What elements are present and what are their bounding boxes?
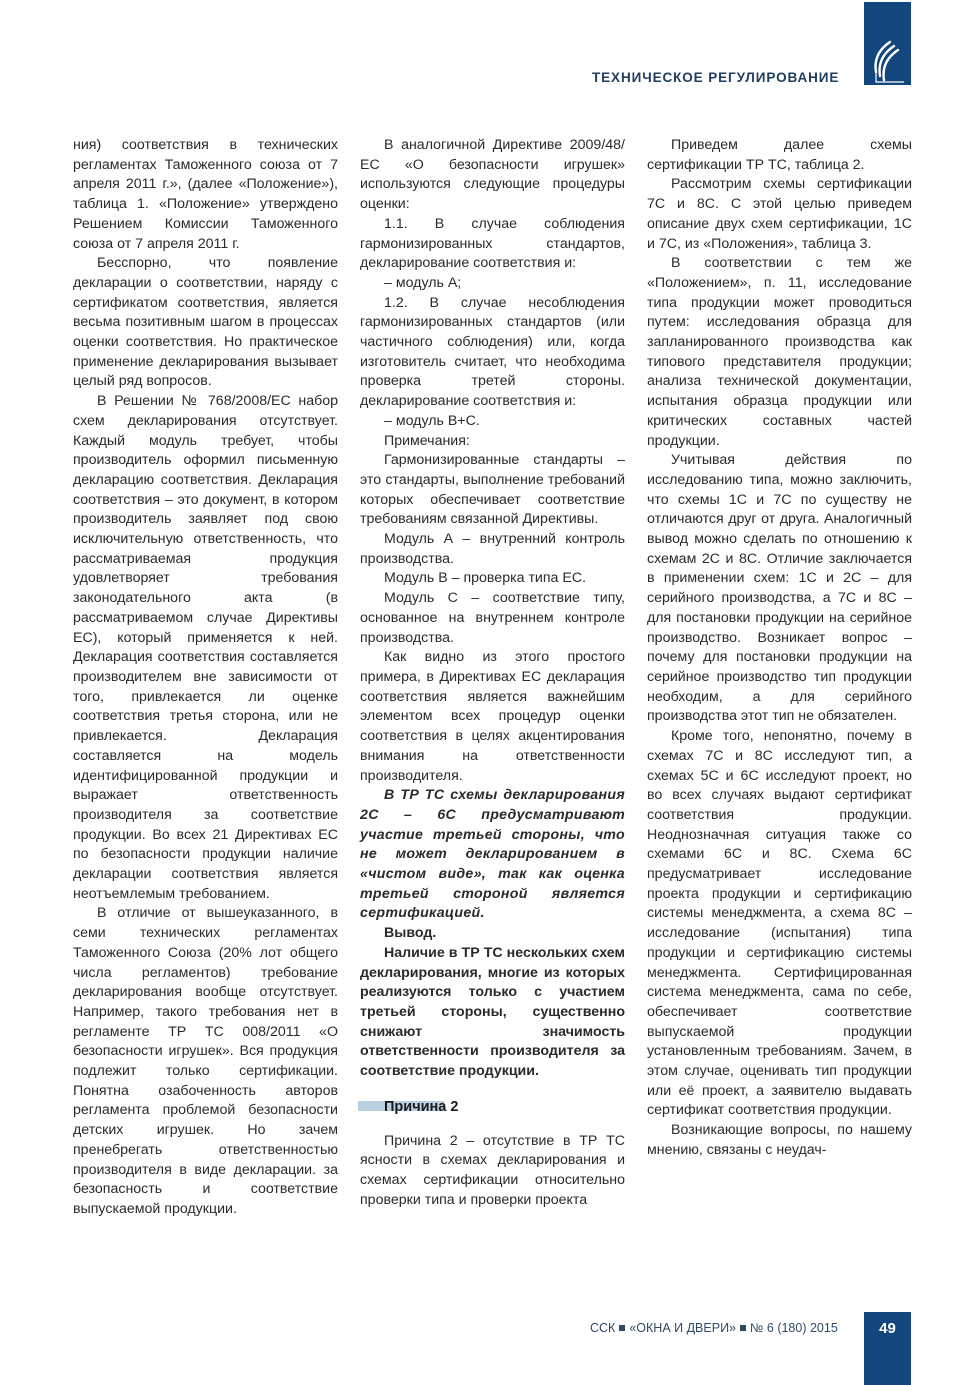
paragraph: Модуль А – внутренний контроль производства. [360,531,625,567]
emphasis-paragraph: В ТР ТС схемы декларирования 2С – 6С предусматривают участие третьей стороны, что не может декларированием в «чистом виде», так как оценка третьей стороной является сертификацией. [360,787,625,922]
paragraph: Возникающие вопросы, по нашему мнению, связаны с неудач- [647,1122,912,1158]
list-item: – модуль В+С. [384,412,480,429]
footer-publication-info [590,1321,838,1335]
subheading-text: Причина 2 [384,1098,459,1115]
paragraph: В отличие от вышеуказанного, в семи технических регламентах Таможенного Союза (20% лот общего числа регламентов) требование декларирования вообще отсутствует. Например, такого требования нет в регламенте ТР ТС 008/2011 «О безопасности игрушек». Вся продукция подлежит только сертификации. Понятна озабоченность авторов регламента проблемой безопасности детских игрушек. Но зачем пренебрегать ответственностью производителя в виде декларации. за безопасность и соответствие выпускаемой продукции. [73,905,338,1217]
paragraph: В соответствии с тем же «Положением», п. 11, исследование типа продукции может проводиться путем: исследования образца для запланированного производства как типового представителя продукции; анализа технической документации, испытания образца продукции или критических составных частей продукции. [647,255,912,449]
paragraph: ния) соответствия в технических регламентах Таможенного союза от 7 апреля 2011 г.», (далее «Положение»), таблица 1. «Положение» утверждено Решением Комиссии Таможенного союза от 7 апреля 2011 г. [73,137,338,252]
paragraph: Модуль С – соответствие типу, основанное на внутреннем контроле производства. [360,590,625,646]
separator-square-icon [740,1325,746,1331]
conclusion-text: Наличие в ТР ТС нескольких схем декларирования, многие из которых реализуются только с участием третьей стороны, существенно снижают значимость ответственности производителя за соответствие продукции. [360,944,625,1080]
paragraph: Приведем далее схемы сертификации ТР ТС, таблица 2. [647,137,912,173]
paragraph: Учитывая действия по исследованию типа, можно заключить, что схемы 1С и 7С по существу не отличаются друг от друга. Аналогичный вывод можно сделать по отношению к схемам 2С и 8С. Отличие заключается в применении схем: 1С и 2С – для серийного производства, а 7С и 8С – для постановки продукции на серийное производство. Возникает вопрос – почему для постановки продукции на серийное производство тип продукции необходим, а для серийного производства этот тип не обязателен. [647,452,912,725]
footer-issue: № 6 (180) 2015 [750,1321,838,1335]
paragraph: Гармонизированные стандарты – это стандарты, выполнение требований которых обеспечивает соответствие требованиям связанной Директивы. [360,452,625,528]
window-frames-logo-icon [868,32,906,84]
article-column-3 [647,136,912,1161]
notes-label: Примечания: [384,432,470,449]
subheading [360,1100,625,1120]
article-column-1 [73,136,338,1220]
paragraph: Рассмотрим схемы сертификации 7С и 8С. С этой целью приведем описание двух схем сертификации, 1С и 7С, из «Положения», таблица 3. [647,176,912,252]
paragraph: Кроме того, непонятно, почему в схемах 7С и 8С исследуют тип, а схемах 5С и 6С исследуют проект, но во всех случаях выдают сертификат соответствия продукции. Неоднозначная ситуация также со схемами 6С и 8С. Схема 6С предусматривает исследование проекта продукции и сертификацию системы менеджмента, а схема 8С – исследование (испытания) типа продукции и сертификацию системы менеджмента. Сертифицированная система менеджмента, сама по себе, обеспечивает соответствие выпускаемой продукции установленным требованиям. Зачем, в этом случае, оценивать тип продукции или её проект, а заявителю выдавать сертификат соответствия продукции. [647,728,912,1119]
paragraph: Модуль В – проверка типа ЕС. [384,570,587,587]
list-item: 1.1. В случае соблюдения гармонизированных стандартов, декларирование соответствия и: [360,215,625,272]
paragraph: Бесспорно, что появление декларации о соответствии, наряду с сертификатом соответствия, является весьма позитивным шагом в процессах оценки соответствия. Но практическое применение декларирования вызывает целый ряд вопросов. [73,255,338,390]
list-item: – модуль А; [384,274,462,291]
article-column-2 [360,136,625,1211]
footer-publisher: ССК [590,1321,616,1335]
separator-square-icon [619,1325,625,1331]
page-number: 49 [879,1320,896,1337]
section-title: ТЕХНИЧЕСКОЕ РЕГУЛИРОВАНИЕ [592,70,840,85]
conclusion-label: Вывод. [384,925,437,942]
footer-magazine: «ОКНА И ДВЕРИ» [629,1321,737,1335]
list-item: 1.2. В случае несоблюдения гармонизированных стандартов (или частичного соблюдения) или, когда изготовитель считает, что необходима проверка третей стороны. декларирование соответствия и: [360,294,625,410]
header-logo-tab [864,2,911,85]
paragraph: В аналогичной Директиве 2009/48/ЕС «О безопасности игрушек» используются следующие процедуры оценки: [360,137,625,213]
page-number-tab [864,1312,911,1385]
paragraph: В Решении № 768/2008/ЕС набор схем декларирования отсутствует. Каждый модуль требует, чтобы производитель оформил письменную декларацию соответствия. Декларация соответствия – это документ, в котором производитель заявляет под свою исключительную ответственность, что рассматриваемая продукция удовлетворяет требования законодательного акта (в рассматриваемом случае Директивы ЕС), который применяется к ней. Декларация соответствия составляется производителем вне зависимости от того, привлекается ли оценке соответствия третья сторона, или не привлекается. Декларация составляется на модель идентифицированной продукции и выражает ответственность производителя за соответствие продукции. Во всех 21 Директивах ЕС по безопасности продукции наличие декларации соответствия является неотъемлемым требованием. [73,393,338,902]
paragraph: Как видно из этого простого примера, в Директивах ЕС декларация соответствия является важнейшим элементом всех процедур оценки соответствия в целях акцентирования внимания на ответственности производителя. [360,649,625,784]
paragraph: Причина 2 – отсутствие в ТР ТС ясности в схемах декларирования и схемах сертификации относительно проверки типа и проверки проекта [360,1132,625,1208]
